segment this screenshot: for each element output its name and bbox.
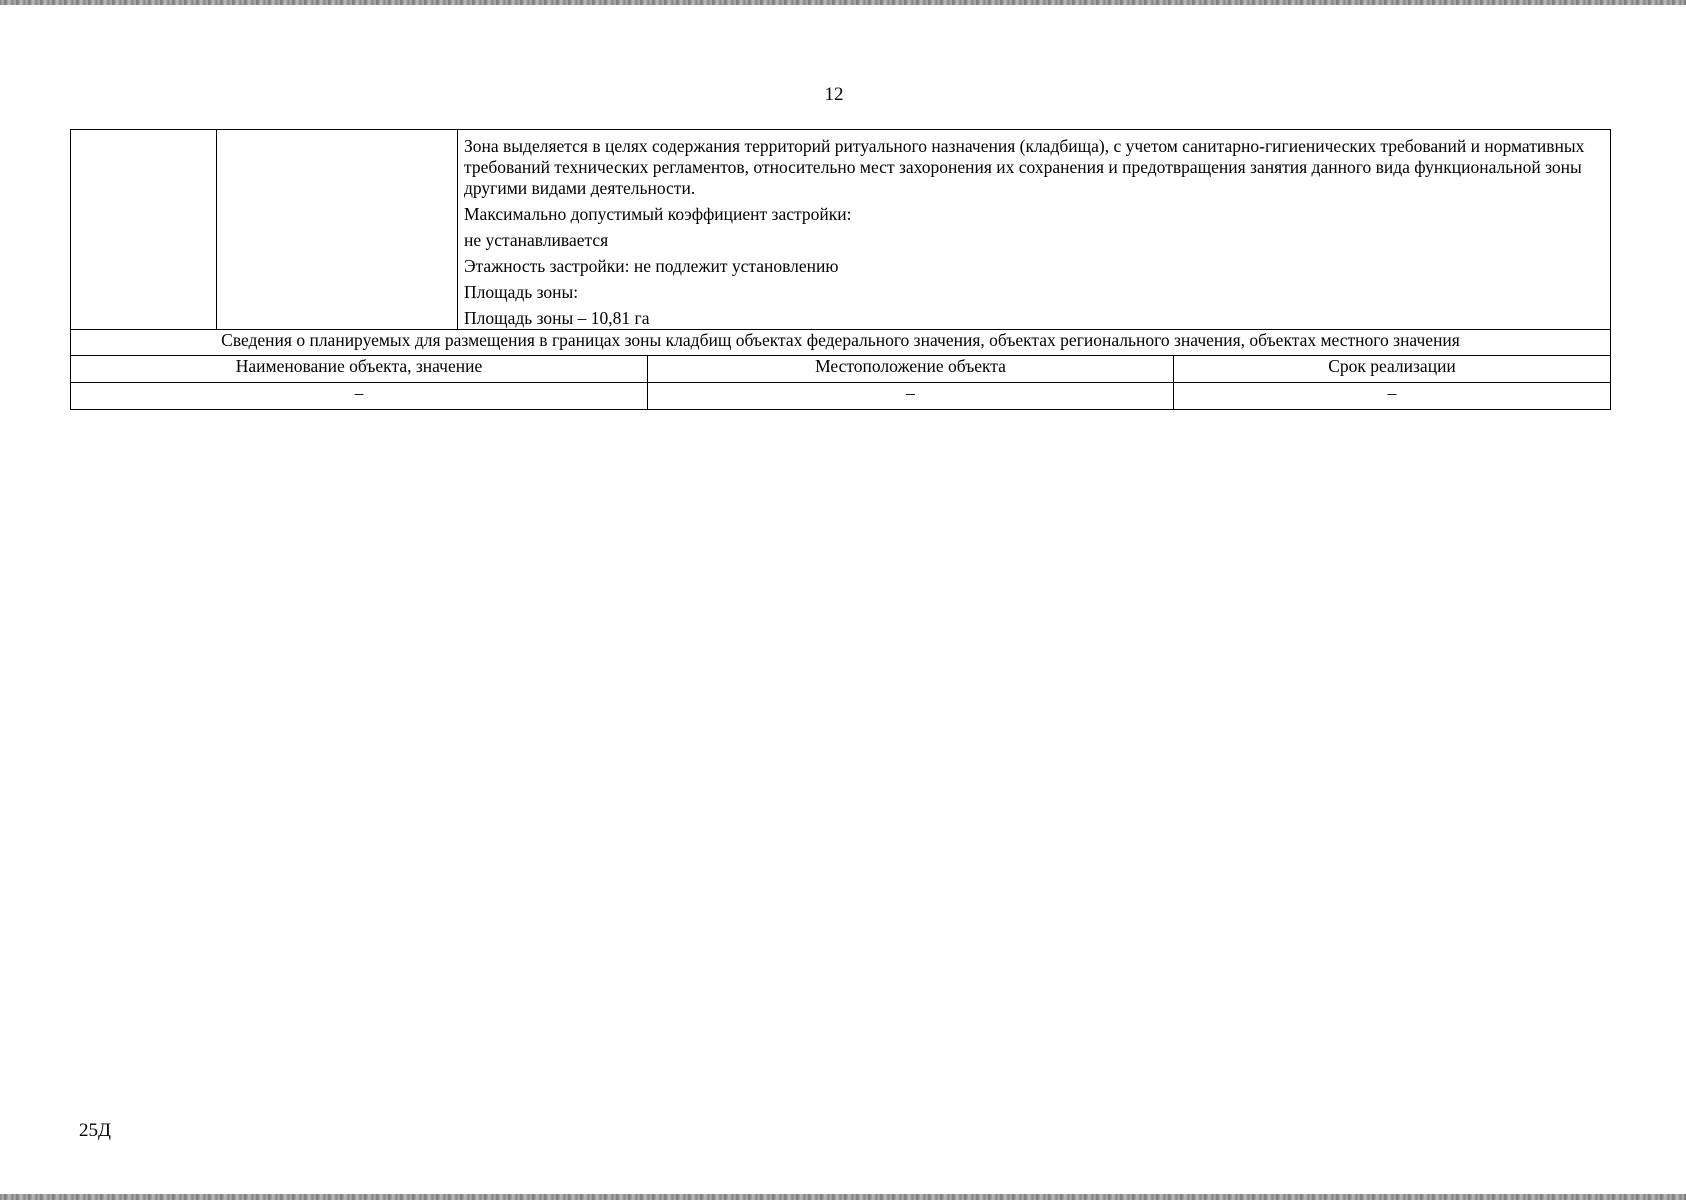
footer-code: 25Д (79, 1120, 111, 1141)
planned-objects-title: Сведения о планируемых для размещения в границах зоны кладбищ объектах федерального значения, объектах регионального значения, объектах местного значения (71, 330, 1611, 356)
area-label: Площадь зоны: (464, 282, 579, 302)
header-object-name: Наименование объекта, значение (71, 356, 648, 383)
zone-description-cell (458, 130, 1611, 330)
zone-row (71, 130, 1611, 330)
planned-objects-header-row (71, 356, 1611, 383)
page-number: 12 (824, 84, 844, 105)
empty-cell-2 (217, 130, 458, 330)
zone-description: Зона выделяется в целях содержания территорий ритуального назначения (кладбища), с учетом санитарно-гигиенических требований и нормативных требований технических регламентов, относительно мест захоронения их сохранения и предотвращения занятия данного вида функциональной зоны другими видами деятельности. (464, 136, 1585, 198)
coef-value: не устанавливается (464, 230, 609, 250)
header-implementation-term: Срок реализации (1174, 356, 1611, 383)
scan-edge-bottom (0, 1194, 1686, 1200)
value-object-name: – (71, 383, 648, 410)
planned-objects-value-row (71, 383, 1611, 410)
empty-cell-1 (71, 130, 217, 330)
planned-objects-title-row (71, 330, 1611, 356)
zone-table (70, 129, 1611, 410)
coef-label: Максимально допустимый коэффициент застройки: (464, 204, 852, 224)
scan-edge-top (0, 0, 1686, 5)
header-object-location: Местоположение объекта (648, 356, 1174, 383)
value-object-location: – (648, 383, 1174, 410)
value-implementation-term: – (1174, 383, 1611, 410)
floors-text: Этажность застройки: не подлежит установлению (464, 256, 839, 276)
area-value: Площадь зоны – 10,81 га (464, 308, 650, 328)
